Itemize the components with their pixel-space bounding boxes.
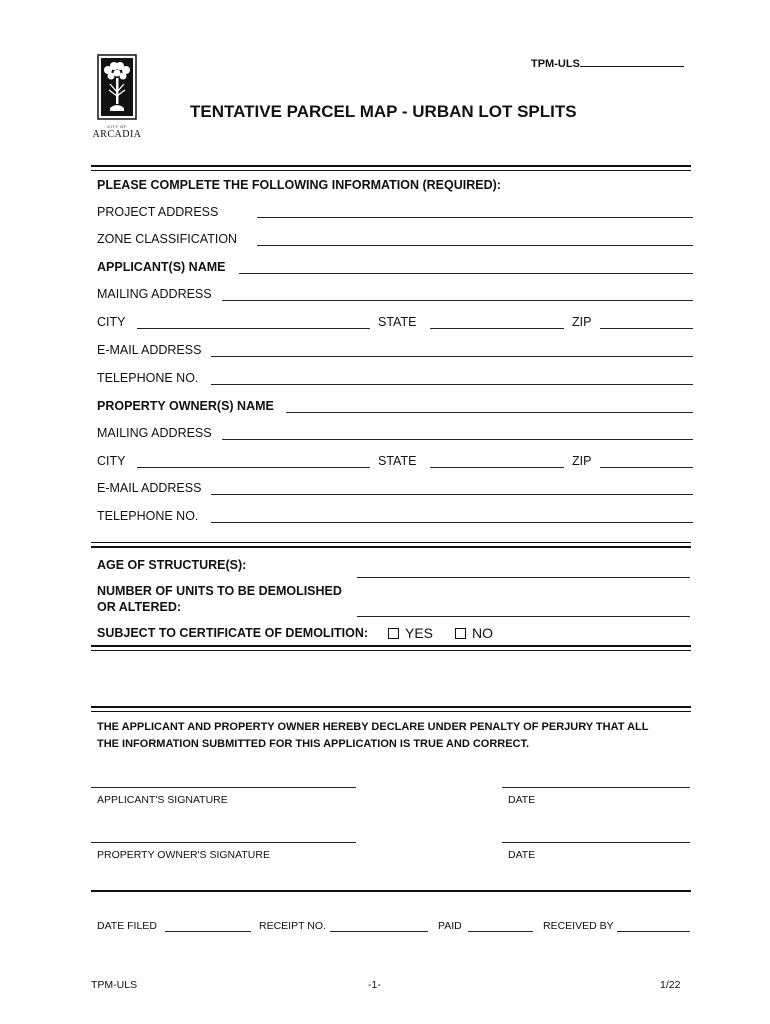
section-heading: PLEASE COMPLETE THE FOLLOWING INFORMATION (REQUIRED): <box>97 178 501 192</box>
receipt-no-field[interactable] <box>330 931 428 932</box>
section-divider <box>91 645 691 647</box>
form-code-label: TPM-ULS <box>531 58 580 70</box>
demolition-no-option[interactable] <box>455 625 493 641</box>
age-of-structures-field[interactable] <box>357 577 690 578</box>
applicant-email-field[interactable] <box>211 356 693 357</box>
applicant-date-label: DATE <box>508 794 536 806</box>
page-title: TENTATIVE PARCEL MAP - URBAN LOT SPLITS <box>190 102 577 121</box>
owner-email-field[interactable] <box>211 494 693 495</box>
owner-signature-field[interactable] <box>91 842 356 843</box>
applicant-email-label: E-MAIL ADDRESS <box>97 343 202 357</box>
owner-zip-field[interactable] <box>600 467 693 468</box>
zone-classification-field[interactable] <box>257 245 693 246</box>
applicant-signature-label: APPLICANT'S SIGNATURE <box>97 794 228 806</box>
owner-name-field[interactable] <box>286 412 693 413</box>
owner-name-label: PROPERTY OWNER(S) NAME <box>97 399 274 413</box>
section-divider <box>91 165 691 167</box>
paid-field[interactable] <box>468 931 533 932</box>
form-code <box>531 56 684 70</box>
footer-form-code: TPM-ULS <box>91 979 138 991</box>
city-logo <box>92 52 142 144</box>
date-filed-field[interactable] <box>165 931 251 932</box>
section-divider <box>91 546 691 548</box>
section-divider <box>91 170 691 171</box>
applicant-city-label: CITY <box>97 315 126 329</box>
declaration-line1: THE APPLICANT AND PROPERTY OWNER HEREBY DECLARE UNDER PENALTY OF PERJURY THAT ALL <box>97 721 649 733</box>
received-by-label: RECEIVED BY <box>543 920 614 932</box>
owner-date-field[interactable] <box>502 842 690 843</box>
applicant-state-field[interactable] <box>430 328 564 329</box>
applicant-date-field[interactable] <box>502 787 690 788</box>
applicant-phone-label: TELEPHONE NO. <box>97 371 199 385</box>
owner-date-label: DATE <box>508 849 536 861</box>
section-divider <box>91 706 691 708</box>
demolition-label: SUBJECT TO CERTIFICATE OF DEMOLITION: <box>97 626 369 640</box>
section-divider <box>91 890 691 892</box>
section-divider <box>91 542 691 543</box>
applicant-state-label: STATE <box>378 315 417 329</box>
date-filed-label: DATE FILED <box>97 920 157 932</box>
no-label: NO <box>472 625 493 641</box>
units-label-line1: NUMBER OF UNITS TO BE DEMOLISHED <box>97 584 342 598</box>
yes-checkbox[interactable] <box>388 628 399 639</box>
applicant-mailing-label: MAILING ADDRESS <box>97 287 212 301</box>
applicant-zip-field[interactable] <box>600 328 693 329</box>
applicant-city-field[interactable] <box>137 328 370 329</box>
yes-label: YES <box>405 625 434 641</box>
footer-revision: 1/22 <box>660 979 681 991</box>
units-field[interactable] <box>357 616 690 617</box>
age-of-structures-label: AGE OF STRUCTURE(S): <box>97 558 247 572</box>
owner-signature-label: PROPERTY OWNER'S SIGNATURE <box>97 849 270 861</box>
project-address-label: PROJECT ADDRESS <box>97 205 219 219</box>
owner-email-label: E-MAIL ADDRESS <box>97 481 202 495</box>
owner-city-label: CITY <box>97 454 126 468</box>
declaration-line2: THE INFORMATION SUBMITTED FOR THIS APPLICATION IS TRUE AND CORRECT. <box>97 738 530 750</box>
applicant-zip-label: ZIP <box>572 315 592 329</box>
section-divider <box>91 650 691 651</box>
applicant-name-field[interactable] <box>239 273 693 274</box>
zone-classification-label: ZONE CLASSIFICATION <box>97 232 238 246</box>
applicant-phone-field[interactable] <box>211 384 693 385</box>
demolition-yes-option[interactable] <box>388 625 433 641</box>
owner-state-field[interactable] <box>430 467 564 468</box>
owner-phone-field[interactable] <box>211 522 693 523</box>
receipt-no-label: RECEIPT NO. <box>259 920 326 932</box>
applicant-mailing-field[interactable] <box>222 300 693 301</box>
applicant-name-label: APPLICANT(S) NAME <box>97 260 226 274</box>
owner-city-field[interactable] <box>137 467 370 468</box>
arcadia-city-seal-icon <box>92 52 142 122</box>
seal-top-text: CITY OF <box>107 124 127 129</box>
owner-mailing-field[interactable] <box>222 439 693 440</box>
owner-state-label: STATE <box>378 454 417 468</box>
seal-name: ARCADIA <box>92 129 142 140</box>
owner-zip-label: ZIP <box>572 454 592 468</box>
owner-mailing-label: MAILING ADDRESS <box>97 426 212 440</box>
no-checkbox[interactable] <box>455 628 466 639</box>
section-divider <box>91 711 691 712</box>
owner-phone-label: TELEPHONE NO. <box>97 509 199 523</box>
paid-label: PAID <box>438 920 462 932</box>
units-label-line2: OR ALTERED: <box>97 600 182 614</box>
applicant-signature-field[interactable] <box>91 787 356 788</box>
form-code-field[interactable] <box>580 56 684 67</box>
project-address-field[interactable] <box>257 217 693 218</box>
footer-page-number: -1- <box>368 979 381 991</box>
received-by-field[interactable] <box>617 931 690 932</box>
